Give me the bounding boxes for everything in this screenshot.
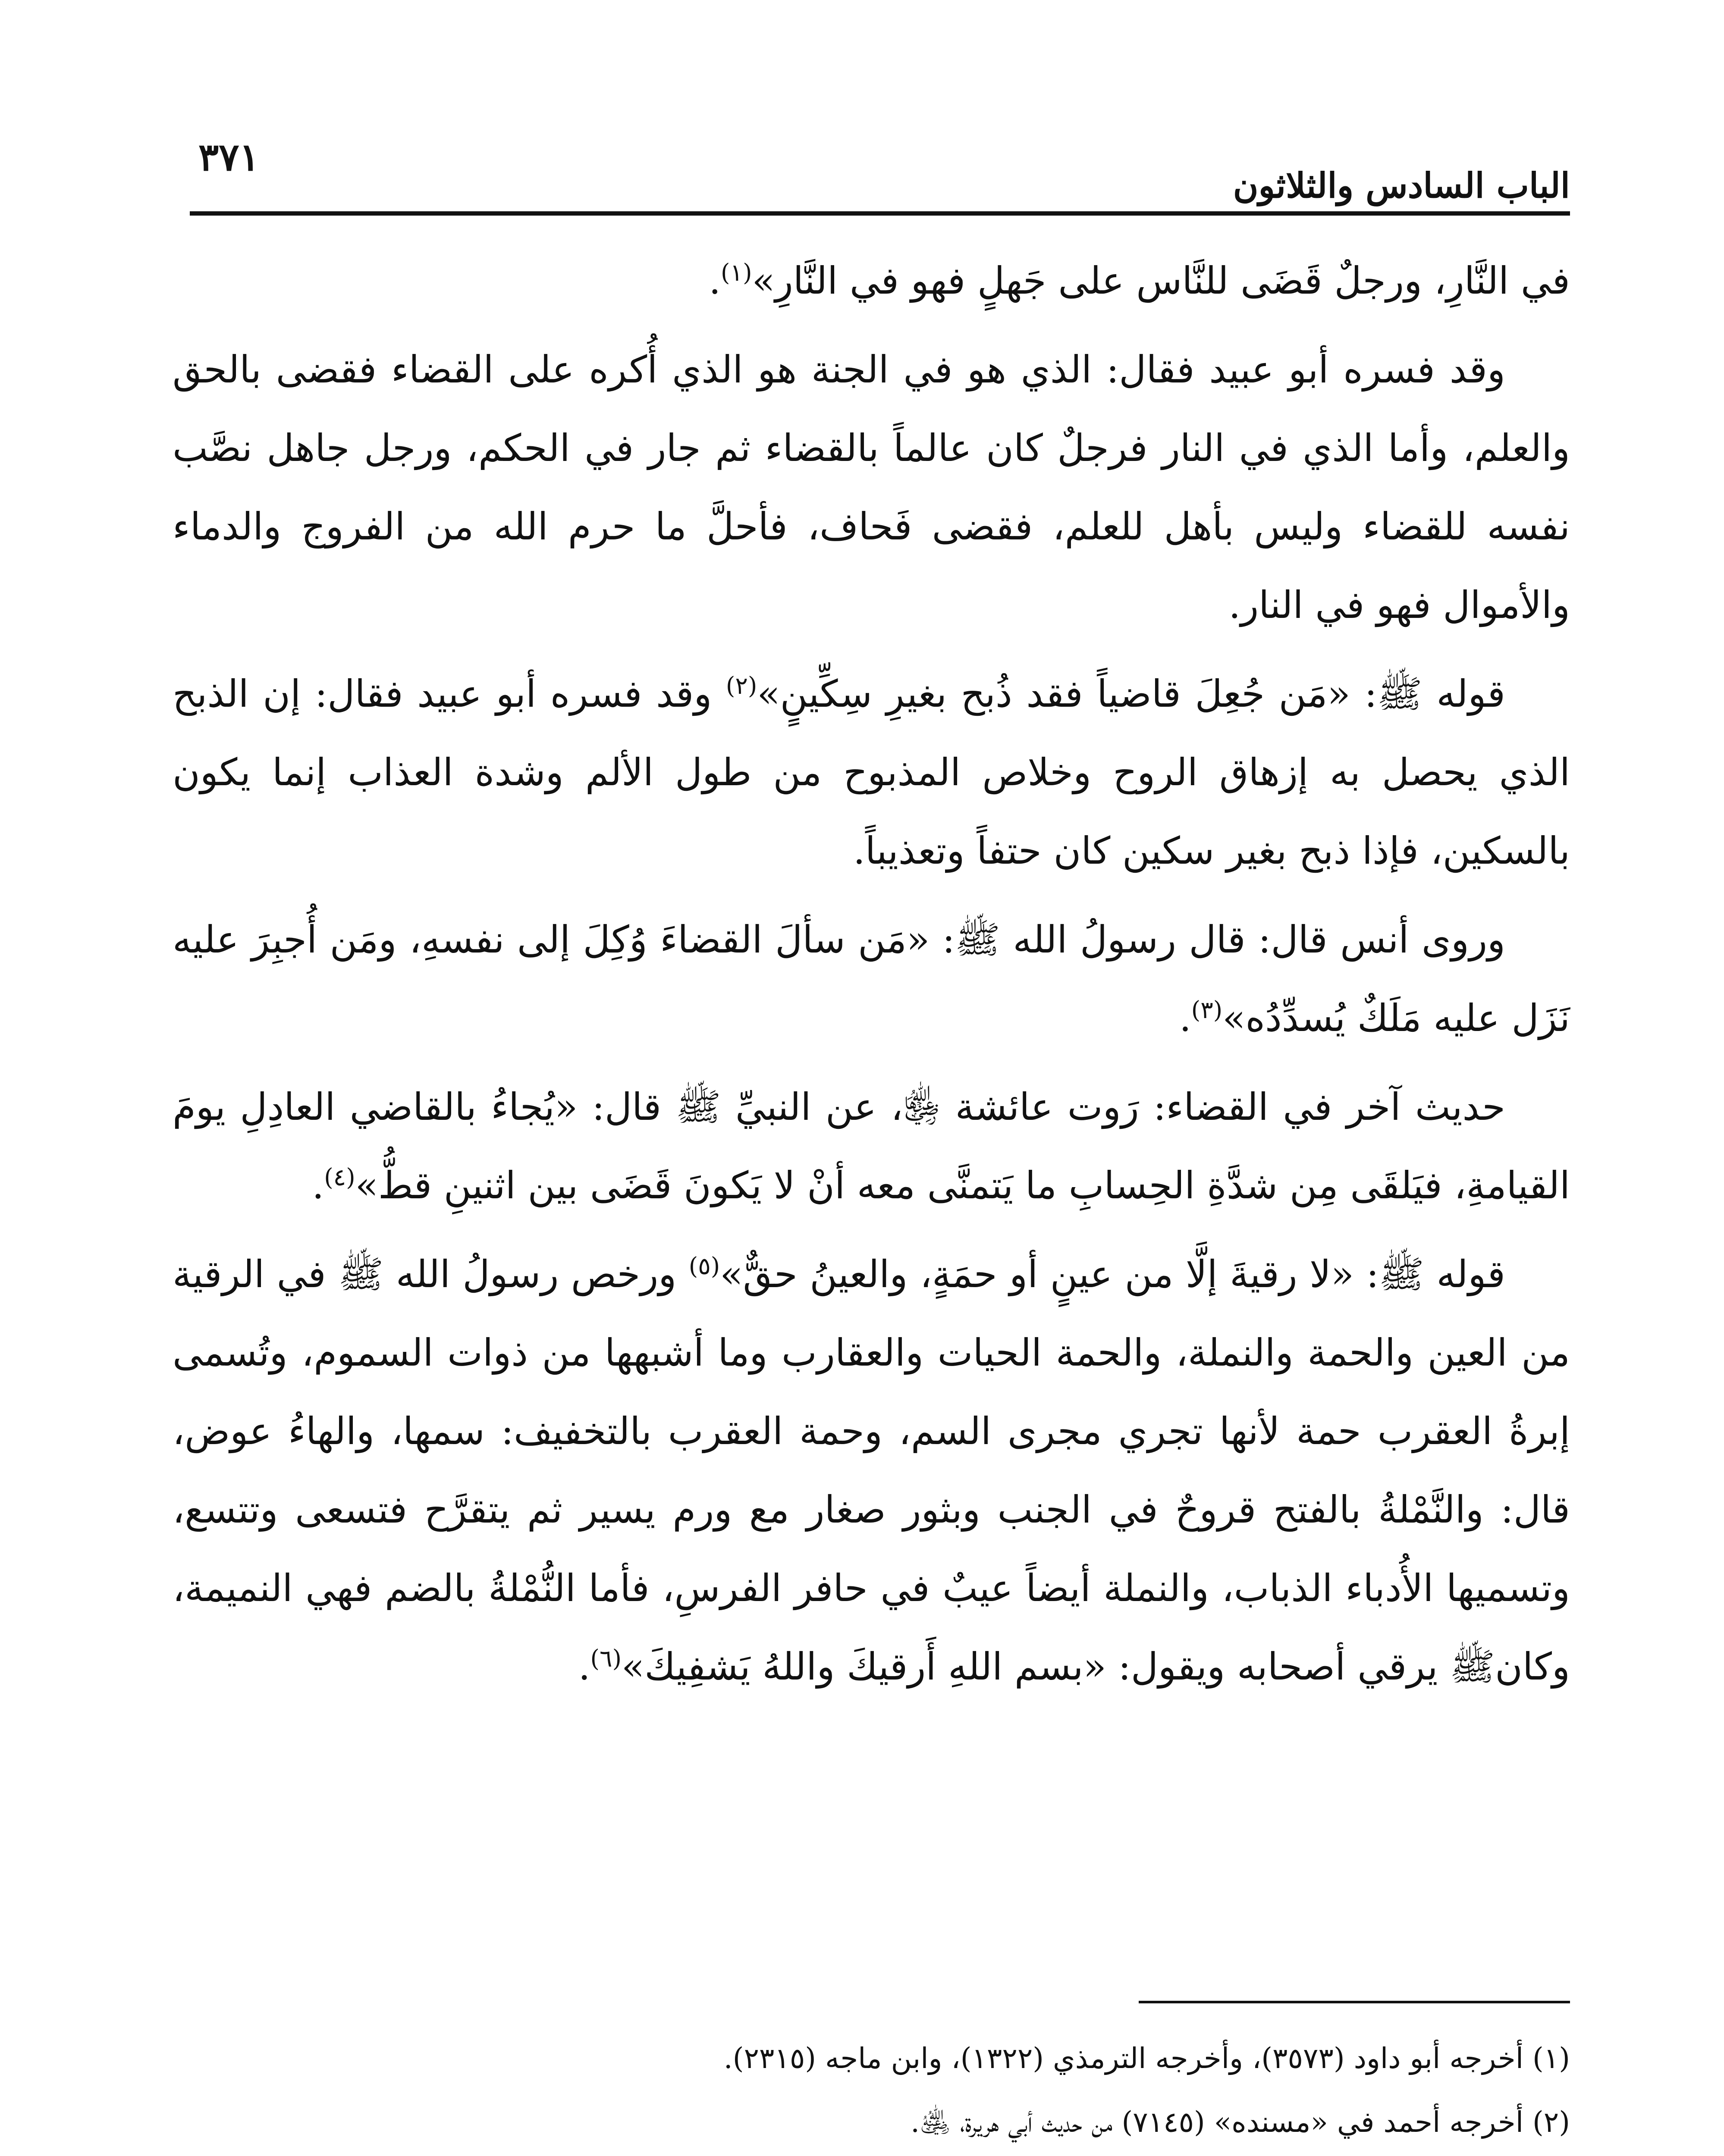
paragraph: قوله ﷺ: «مَن جُعِلَ قاضياً فقد ذُبح بغيرِ سِكِّينٍ»$^{(٢)}$ وقد فسره أبو عبيد فقال: إن الذبح الذي يحصل به إزهاق الروح وخلاص المذبوح من طول الألم وشدة العذاب إنما يكون بالسكين، فإذا ذبح بغير سكين كان حتفاً وتعذيباً. <box>173 672 1570 873</box>
footnote <box>173 2154 1570 2156</box>
footnote-ref: (٤) <box>324 1163 355 1191</box>
footnote-ref: (٢) <box>725 672 757 699</box>
chapter-running-title: الباب السادس والثلاثون <box>1233 165 1570 206</box>
footnote-divider <box>1139 2001 1570 2003</box>
page-number: ٣٧١ <box>198 135 260 179</box>
paragraph: حديث آخر في القضاء: رَوت عائشة ﵂، عن النبيِّ ﷺ قال: «يُجاءُ بالقاضي العادِلِ يومَ القيامةِ، فيَلقَى مِن شدَّةِ الحِسابِ ما يَتمنَّى معه أنْ لا يَكونَ قَضَى بين اثنينِ قطُّ»$^{(٤)}$. <box>173 1085 1570 1207</box>
footnotes <box>173 2027 1570 2156</box>
footnote: (٢) أخرجه أحمد في «مسنده» (٧١٤٥) من حديث أبي هريرة، ﵁. <box>911 2106 1570 2139</box>
footnote-ref: (١) <box>721 259 752 286</box>
footnote-ref: (٣) <box>1191 996 1223 1024</box>
paragraph: في النَّارِ، ورجلٌ قَضَى للنَّاس على جَهلٍ فهو في النَّارِ»$^{(١)}$. <box>709 259 1570 303</box>
footnote: (١) أخرجه أبو داود (٣٥٧٣)، وأخرجه الترمذي (١٣٢٢)، وابن ماجه (٢٣١٥). <box>723 2042 1570 2075</box>
header-divider <box>190 211 1570 216</box>
page-header <box>190 125 1570 211</box>
main-text <box>173 241 1570 1706</box>
paragraph: وقد فسره أبو عبيد فقال: الذي هو في الجنة هو الذي أُكره على القضاء فقضى بالحق والعلم، وأما الذي في النار فرجلٌ كان عالماً بالقضاء ثم جار في الحكم، ورجل جاهل نصَّب نفسه للقضاء وليس بأهل للعلم، فقضى فَحاف، فأحلَّ ما حرم الله من الفروج والدماء والأموال فهو في النار. <box>173 348 1570 627</box>
footnote-ref: (٦) <box>590 1645 622 1672</box>
paragraph: وروى أنس قال: قال رسولُ الله ﷺ: «مَن سألَ القضاءَ وُكِلَ إلى نفسهِ، ومَن أُجبِرَ عليه نَزَل عليه مَلَكٌ يُسدِّدُه»$^{(٣)}$. <box>173 918 1570 1040</box>
paragraph: قوله ﷺ: «لا رقيةَ إلَّا من عينٍ أو حمَةٍ، والعينُ حقٌّ»$^{(٥)}$ ورخص رسولُ الله ﷺ في الرقية من العين والحمة والنملة، والحمة الحيات والعقارب وما أشبهها من ذوات السموم، وتُسمى إبرةُ العقرب حمة لأنها تجري مجرى السم، وحمة العقرب بالتخفيف: سمها، والهاءُ عوض، قال: والنَّمْلةُ بالفتح قروحٌ في الجنب وبثور صغار مع ورم يسير ثم يتقرَّح فتسعى وتتسع، وتسميها الأُدباء الذباب، والنملة أيضاً عيبٌ في حافر الفرسِ، فأما النُّمْلةُ بالضم فهي النميمة، وكانﷺ يرقي أصحابه ويقول: «بسم اللهِ أَرقيكَ واللهُ يَشفِيكَ»$^{(٦)}$. <box>173 1252 1570 1689</box>
footnote-ref: (٥) <box>688 1252 720 1280</box>
